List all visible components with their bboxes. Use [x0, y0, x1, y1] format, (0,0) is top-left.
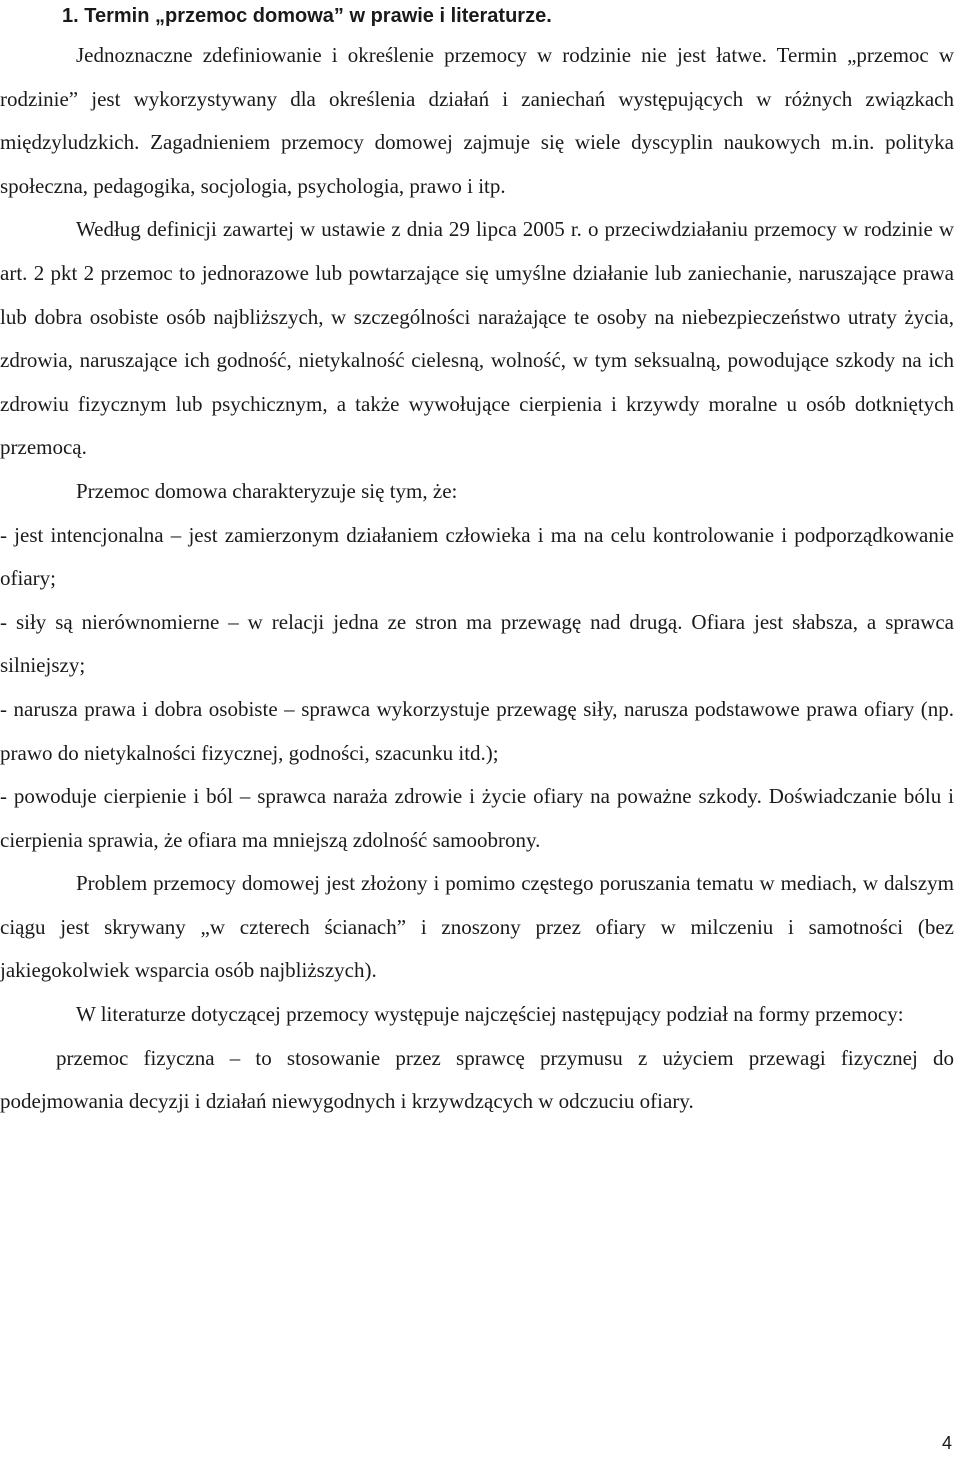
page-number: 4 [941, 1433, 952, 1453]
paragraph-characteristics-lead: Przemoc domowa charakteryzuje się tym, że: [76, 478, 458, 503]
paragraph-intro: Jednoznaczne zdefiniowanie i określenie przemocy w rodzinie nie jest łatwe. Termin „przemoc w rodzinie” jest wykorzystywany dla określenia działań i zaniechań występujących w różnych związkach międzyludzkich. Zagadnieniem przemocy domowej zajmuje się wiele dyscyplin naukowych m.in. polityka społeczna, pedagogika, socjologia, psychologia, prawo i itp. [0, 43, 954, 198]
list-item-intentional: - jest intencjonalna – jest zamierzonym działaniem człowieka i ma na celu kontrolowanie i podporządkowanie ofiary; [0, 522, 954, 591]
paragraph-definition: Według definicji zawartej w ustawie z dnia 29 lipca 2005 r. o przeciwdziałaniu przemocy w rodzinie w art. 2 pkt 2 przemoc to jednorazowe lub powtarzające się umyślne działanie lub zaniechanie, naruszające prawa lub dobra osobiste osób najbliższych, w szczególności narażające te osoby na niebezpieczeństwo utraty życia, zdrowia, naruszające ich godność, nietykalność cielesną, wolność, w tym seksualną, powodujące szkody na ich zdrowiu fizycznym lub psychicznym, a także wywołujące cierpienia i krzywdy moralne u osób dotkniętych przemocą. [0, 217, 954, 460]
section-title: 1. Termin „przemoc domowa” w prawie i literaturze. [62, 5, 552, 27]
list-item-rights-violation: - narusza prawa i dobra osobiste – sprawca wykorzystuje przewagę siły, narusza podstawowe prawa ofiary (np. prawo do nietykalności fizycznej, godności, szacunku itd.); [0, 696, 954, 765]
list-item-unequal-forces: - siły są nierównomierne – w relacji jedna ze stron ma przewagę nad drugą. Ofiara jest słabsza, a sprawca silniejszy; [0, 609, 954, 678]
paragraph-physical-violence: przemoc fizyczna – to stosowanie przez sprawcę przymusu z użyciem przewagi fizycznej do podejmowania decyzji i działań niewygodnych i krzywdzących w odczuciu ofiary. [0, 1045, 954, 1114]
paragraph-literature: W literaturze dotyczącej przemocy występuje najczęściej następujący podział na formy przemocy: [76, 1002, 904, 1027]
document-body [0, 34, 954, 1124]
list-item-suffering: - powoduje cierpienie i ból – sprawca naraża zdrowie i życie ofiary na poważne szkody. Doświadczanie bólu i cierpienia sprawia, że ofiara ma mniejszą zdolność samoobrony. [0, 784, 954, 852]
paragraph-problem: Problem przemocy domowej jest złożony i pomimo częstego poruszania tematu w mediach, w dalszym ciągu jest skrywany „w czterech ścianach” i znoszony przez ofiary w milczeniu i samotności (bez jakiegokolwiek wsparcia osób najbliższych). [0, 871, 954, 983]
